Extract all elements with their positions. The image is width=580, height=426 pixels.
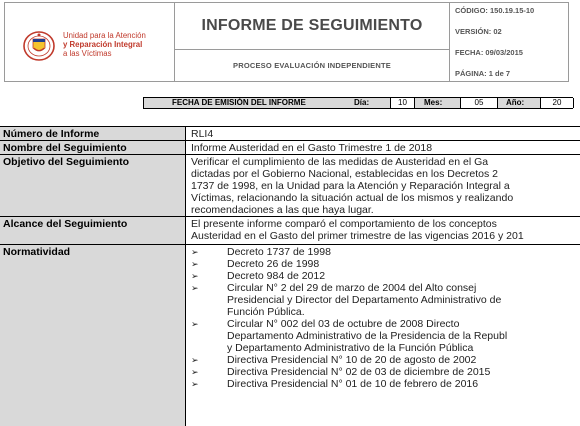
coat-of-arms-icon [21, 29, 57, 63]
process-cell [174, 49, 450, 82]
scope-line: El presente informe comparó el comportamiento de los conceptos [191, 218, 497, 230]
date-label: FECHA: 09/03/2015 [455, 48, 523, 57]
page-label: PÁGINA: 1 de 7 [455, 69, 511, 78]
row-scope [0, 216, 580, 244]
regulation-text: Directiva Presidencial N° 02 de 03 de diciembre de 2015 [227, 366, 491, 378]
objective-text [191, 155, 576, 216]
objective-line: 1737 de 1998, en la Unidad para la Atención y Reparación Integral a [191, 180, 510, 192]
regulations-label: Normatividad [0, 245, 186, 426]
arrow-bullet-icon: ➢ [191, 355, 199, 365]
month-label: Mes: [424, 98, 443, 107]
regulation-item [191, 258, 576, 270]
objective-label: Objetivo del Seguimiento [0, 155, 186, 216]
regulation-text: Decreto 1737 de 1998 [227, 246, 331, 258]
emission-label: FECHA DE EMISIÓN DEL INFORME [172, 98, 306, 107]
process-name: PROCESO EVALUACIÓN INDEPENDIENTE [233, 61, 391, 70]
row-objective [0, 154, 580, 216]
regulation-text: Directiva Presidencial N° 01 de 10 de febrero de 2016 [227, 378, 479, 390]
report-number-value: RLI4 [191, 128, 214, 140]
arrow-bullet-icon: ➢ [191, 283, 199, 293]
scope-line: Austeridad en el Gasto del primer trimestre de las vigencias 2016 y 201 [191, 230, 524, 242]
day-value: 10 [390, 98, 415, 108]
regulation-text: Circular N° 002 del 03 de octubre de 2008 Directo [227, 318, 460, 330]
year-label: Año: [506, 98, 525, 107]
regulation-text: y Departamento Administrativo de la Función Pública [227, 342, 474, 354]
regulation-item [191, 318, 576, 354]
version-label: VERSIÓN: 02 [455, 27, 502, 36]
year-value: 20 [540, 98, 574, 108]
regulation-text: Circular N° 2 del 29 de marzo de 2004 del Alto consej [227, 282, 477, 294]
document-title: INFORME DE SEGUIMIENTO [201, 17, 423, 34]
logo-text-line-3: a las Víctimas [63, 49, 112, 58]
row-report-number [0, 126, 580, 140]
arrow-bullet-icon: ➢ [191, 247, 199, 257]
row-regulations [0, 244, 580, 426]
regulation-text: Decreto 26 de 1998 [227, 258, 320, 270]
logo-cell [4, 2, 175, 82]
regulation-item [191, 366, 576, 378]
logo-text-line-2: y Reparación Integral [63, 40, 143, 49]
regulation-text: Decreto 984 de 2012 [227, 270, 326, 282]
code-label: CÓDIGO: 150.19.15-10 [455, 6, 535, 15]
regulation-item [191, 270, 576, 282]
day-label: Día: [354, 98, 370, 107]
scope-text [191, 217, 576, 242]
follow-up-name-label: Nombre del Seguimiento [0, 141, 186, 154]
scope-label: Alcance del Seguimiento [0, 217, 186, 244]
arrow-bullet-icon: ➢ [191, 271, 199, 281]
regulation-item [191, 282, 576, 318]
arrow-bullet-icon: ➢ [191, 379, 199, 389]
regulation-text: Departamento Administrativo de la Presidencia de la Republ [227, 330, 508, 342]
title-cell [174, 2, 450, 50]
objective-line: Víctimas, relacionando la situación actual de los mismos y realizando [191, 192, 514, 204]
regulation-item [191, 378, 576, 390]
regulation-text: Función Pública. [227, 306, 305, 318]
arrow-bullet-icon: ➢ [191, 319, 199, 329]
regulation-text: Directiva Presidencial N° 10 de 20 de agosto de 2002 [227, 354, 477, 366]
month-value: 05 [460, 98, 498, 108]
objective-line: recomendaciones a las que haya lugar. [191, 204, 374, 216]
report-number-label: Número de Informe [0, 127, 186, 140]
emission-date-bar [143, 97, 573, 109]
metadata-cell [449, 2, 569, 82]
report-info-table [0, 126, 580, 426]
follow-up-name-value: Informe Austeridad en el Gasto Trimestre 1 de 2018 [191, 142, 433, 154]
arrow-bullet-icon: ➢ [191, 259, 199, 269]
arrow-bullet-icon: ➢ [191, 367, 199, 377]
objective-line: Verificar el cumplimiento de las medidas de Austeridad en el Ga [191, 156, 489, 168]
objective-line: dictadas por el Gobierno Nacional, establecidas en los Decretos 2 [191, 168, 499, 180]
regulations-list [191, 245, 576, 390]
logo-text-line-1: Unidad para la Atención [63, 31, 146, 40]
regulation-item [191, 246, 576, 258]
regulation-text: Presidencial y Director del Departamento Administrativo de [227, 294, 502, 306]
document-header [0, 0, 560, 86]
regulation-item [191, 354, 576, 366]
row-follow-up-name [0, 140, 580, 154]
